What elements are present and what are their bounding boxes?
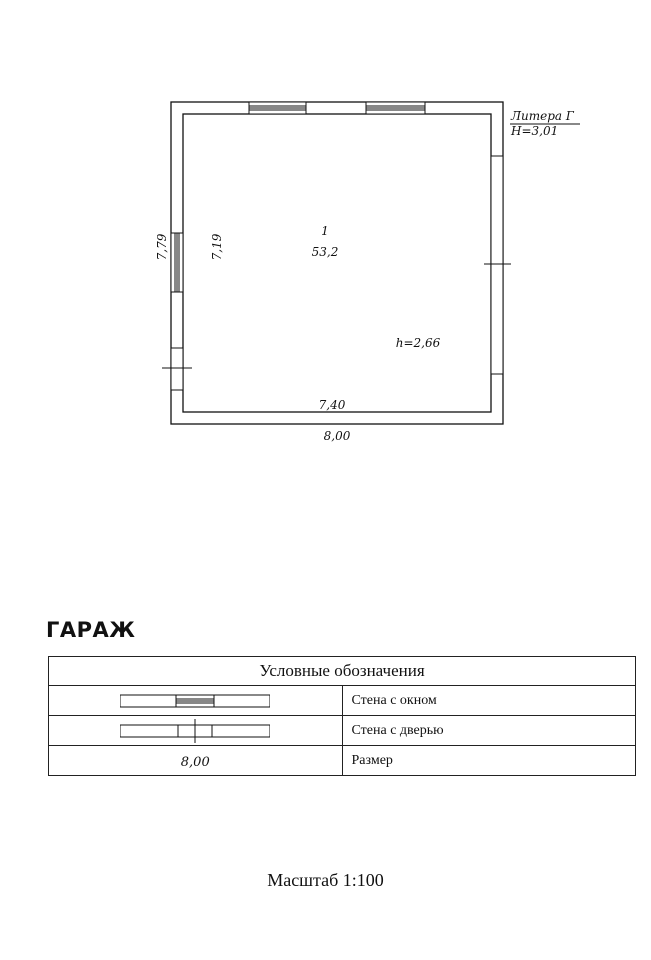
legend-label-door: Стена с дверью [342,716,636,746]
legend-label-window: Стена с окном [342,686,636,716]
dim-outer-height: 7,79 [155,233,169,261]
total-height-label: H=3,01 [511,124,559,138]
dim-outer-width: 8,00 [323,429,351,443]
dim-inner-width: 7,40 [318,398,346,412]
legend-table [48,656,636,776]
legend-label-size: Размер [342,746,636,776]
litera-label: Литера Г [511,109,574,123]
window-left [171,233,183,292]
dim-inner-height: 7,19 [210,233,224,261]
legend-row-window [49,686,636,716]
room-area: 53,2 [311,245,339,259]
legend-row-size [49,746,636,776]
window-top-left [249,102,306,114]
window-wall-icon [120,689,270,713]
legend-header: Условные обозначения [49,657,636,686]
room-number: 1 [321,224,329,238]
door-wall-icon [120,719,270,743]
scale-label: Масштаб 1:100 [267,870,384,890]
size-sample: 8,00 [180,755,210,770]
legend-row-door [49,716,636,746]
door-left [162,348,192,390]
gate-right [484,156,511,374]
room-height: h=2,66 [395,336,441,350]
window-top-right [366,102,425,114]
door-wall-symbol [49,716,343,746]
size-symbol [49,746,343,776]
inner-wall [183,114,491,412]
building-title: ГАРАЖ [46,618,136,642]
outer-wall [171,102,503,424]
window-wall-symbol [49,686,343,716]
